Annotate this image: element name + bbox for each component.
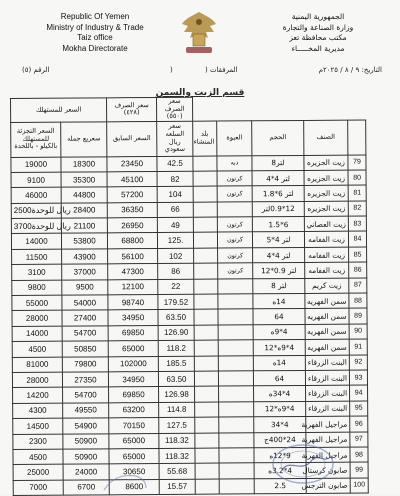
origin-cell	[194, 279, 218, 295]
header-line: مديرية المخـــــاء	[291, 43, 345, 53]
wholesale-price-cell: 54700	[62, 326, 108, 342]
commodity-price-cell: 118.2	[158, 340, 194, 356]
origin-cell	[195, 433, 219, 449]
wholesale-price-cell: 50850	[62, 341, 108, 357]
commodity-price-cell: 114.8	[159, 402, 195, 418]
document-meta	[10, 66, 390, 78]
previous-price-cell: 65000	[109, 433, 159, 449]
retail-price-cell: 9100	[11, 172, 61, 188]
origin-cell	[193, 186, 217, 202]
wholesale-price-cell: 54900	[63, 418, 109, 434]
item-name-cell: مراجيل الفهرية	[306, 447, 350, 463]
commodity-price-cell: 185.5	[158, 356, 194, 372]
header-line: وزارة الصناعة والتجارة	[282, 22, 354, 32]
consumer-price-header: السعر للمستهلك	[11, 98, 107, 122]
size-cell: لتر 4*4	[252, 170, 304, 186]
wholesale-price-cell: 49550	[63, 403, 109, 419]
index-header	[348, 120, 366, 155]
commodity-price-cell: 63.50	[158, 310, 194, 326]
size-cell: 4*34ه	[254, 386, 306, 402]
packaging-cell	[219, 402, 254, 418]
origin-cell	[193, 233, 217, 249]
previous-price-cell: 57200	[107, 187, 157, 203]
origin-cell	[195, 448, 219, 464]
size-cell: لتر 0.9*12	[253, 263, 305, 279]
retail-price-cell: 25000	[13, 464, 63, 480]
row-index-cell: 91	[349, 339, 367, 355]
item-name-cell: زيت الففامه	[305, 262, 349, 278]
size-cell: 2.5	[254, 478, 306, 494]
row-index-cell: 97	[350, 432, 368, 448]
retail-price-cell: 3100	[12, 264, 62, 280]
row-index-cell: 96	[350, 416, 368, 432]
size-cell: 6*1.5	[252, 217, 304, 233]
origin-cell	[195, 402, 219, 418]
retail-price-cell: 9800	[12, 280, 62, 296]
previous-price-cell: 26950	[107, 218, 157, 234]
commodity-price-cell: 66	[157, 202, 193, 218]
header-line: Ministry of Industry & Trade	[46, 22, 144, 32]
item-name-cell: زيت كريم	[305, 278, 349, 294]
commodity-price-cell: 118.32	[159, 433, 195, 449]
wholesale-price-cell: 27400	[62, 310, 108, 326]
packaging-cell: كرتون	[217, 171, 252, 187]
origin-cell	[195, 417, 219, 433]
exchange-rate-header: سعر الصرف (٤٢٨)	[107, 97, 157, 121]
size-cell: 64	[253, 370, 305, 386]
previous-price-cell: 70150	[109, 418, 159, 434]
row-index-cell: 86	[349, 262, 367, 278]
previous-price-cell: 34950	[108, 310, 158, 326]
row-index-cell: 93	[349, 370, 367, 386]
price-table	[10, 96, 369, 496]
commodity-price-cell: 63.50	[158, 371, 194, 387]
retail-price-cell: 2300	[13, 434, 63, 450]
item-name-cell: مراجيل الفهرية	[306, 432, 350, 448]
previous-price-cell: 65000	[109, 448, 159, 464]
commodity-price-cell: 15.57	[159, 479, 195, 495]
origin-cell	[194, 371, 218, 387]
wholesale-price-cell: 27350	[62, 372, 108, 388]
retail-price-cell: 28000	[12, 372, 62, 388]
item-name-cell: زيت الجزيره	[304, 170, 348, 186]
commodity-price-cell: 125.	[157, 233, 193, 249]
size-cell: 14ه	[253, 355, 305, 371]
row-index-cell: 100	[350, 478, 368, 494]
item-name-cell: سمن الفهريه	[305, 309, 349, 325]
row-index-cell: 88	[349, 293, 367, 309]
item-name-cell: زيت الجزيره	[304, 201, 348, 217]
origin-header: بلد المنشاء	[193, 121, 217, 156]
origin-cell	[195, 386, 219, 402]
partial-stamp-icon	[100, 470, 148, 494]
previous-price-cell: 56100	[108, 248, 158, 264]
retail-price-cell: 4500	[13, 449, 63, 465]
size-cell: 64	[253, 309, 305, 325]
packaging-cell: كرتون	[218, 263, 253, 279]
origin-cell	[193, 202, 217, 218]
commodity-price-cell: 104	[157, 187, 193, 203]
wholesale-price-cell: 50900	[63, 449, 109, 465]
header-line: Mokha Directorate	[62, 43, 128, 53]
row-index-cell: 94	[350, 385, 368, 401]
header-arabic	[258, 12, 378, 54]
item-header: الصنف	[304, 120, 348, 155]
row-index-cell: 90	[349, 324, 367, 340]
packaging-cell	[217, 201, 252, 217]
previous-price-cell: 69850	[109, 387, 159, 403]
size-cell: لتر 4*4	[253, 247, 305, 263]
origin-cell	[194, 356, 218, 372]
previous-price-cell: 69850	[108, 325, 158, 341]
retail-price-cell: 4300	[13, 403, 63, 419]
retail-price-cell: 2500ريال للوحدة	[11, 203, 61, 219]
row-index-cell: 95	[350, 401, 368, 417]
commodity-price-cell: 118.32	[159, 448, 195, 464]
size-cell: 4*34	[254, 417, 306, 433]
table-header-top	[11, 96, 366, 122]
retail-price-cell: 11500	[12, 249, 62, 265]
wholesale-price-cell: 6700	[63, 480, 109, 496]
retail-price-cell: 14000	[11, 234, 61, 250]
exchange-rate-saudi-header: سعر الصرف (٥٥٠)	[157, 97, 193, 121]
item-name-cell: سمن الفهريه	[305, 339, 349, 355]
wholesale-price-cell: 53800	[61, 233, 107, 249]
wholesale-price-cell: 54000	[62, 295, 108, 311]
item-name-cell: البنت الزرقاء	[306, 385, 350, 401]
retail-price-header: السعر التجزئة للمستهلك بالكيلو - باللحدة	[11, 122, 61, 157]
size-cell: لتر8	[252, 155, 304, 171]
previous-price-cell: 30650	[109, 464, 159, 480]
retail-price-cell: 14200	[13, 387, 63, 403]
packaging-header: العبوة	[217, 120, 252, 155]
retail-price-cell: 7000	[13, 480, 63, 496]
item-name-cell: صابون الترجس	[306, 478, 350, 494]
item-name-cell: صابون كرستال	[306, 462, 350, 478]
header-line: مكتب محافظة تعز	[289, 33, 347, 42]
document-date: التاريخ: ٩ / ٨ / ٢٠٢٥م	[318, 66, 382, 74]
origin-cell	[194, 294, 218, 310]
size-header: الحجم	[252, 120, 304, 155]
wholesale-price-cell: 28400	[61, 202, 107, 218]
header-line: الجمهورية اليمنية	[291, 12, 345, 21]
size-cell: 14ه	[253, 293, 305, 309]
origin-cell	[194, 248, 218, 264]
item-name-cell: زيت الجزيره	[304, 185, 348, 201]
previous-price-cell: 68800	[107, 233, 157, 249]
blank-header	[193, 96, 366, 121]
packaging-cell	[218, 309, 253, 325]
commodity-price-cell: 126.98	[159, 387, 195, 403]
commodity-price-cell: 86	[158, 263, 194, 279]
size-cell: 12*0.9لتر	[252, 201, 304, 217]
previous-price-header: السعر السابق	[107, 121, 157, 156]
item-name-cell: زيت العصاني	[304, 216, 348, 232]
row-index-cell: 84	[348, 231, 366, 247]
packaging-cell	[219, 386, 254, 402]
yemen-emblem-icon	[178, 8, 220, 56]
commodity-price-cell: 82	[157, 171, 193, 187]
wholesale-price-cell: 50900	[63, 433, 109, 449]
item-name-cell: البنت الزرقاء	[305, 370, 349, 386]
previous-price-cell: 65000	[108, 341, 158, 357]
size-cell: لتر 4*5	[252, 232, 304, 248]
header-line: Taiz office	[77, 33, 113, 42]
commodity-price-cell: 126.90	[158, 325, 194, 341]
size-cell: لتر 6*1.8	[252, 186, 304, 202]
wholesale-price-cell: 37000	[62, 264, 108, 280]
row-index-cell: 99	[350, 462, 368, 478]
packaging-cell	[218, 355, 253, 371]
commodity-price-cell: 42.5	[157, 156, 193, 172]
wholesale-price-cell: 54700	[63, 387, 109, 403]
retail-price-cell: 3700ريال للوحدة	[11, 218, 61, 234]
row-index-cell: 79	[348, 155, 366, 171]
item-name-cell: مراجيل الفهرية	[306, 416, 350, 432]
header-line: Republic Of Yemen	[60, 12, 130, 21]
row-index-cell: 87	[349, 278, 367, 294]
origin-cell	[195, 479, 219, 495]
previous-price-cell: 12100	[108, 279, 158, 295]
size-cell: 4*9ه*12	[253, 340, 305, 356]
wholesale-price-cell: 35300	[61, 172, 107, 188]
previous-price-cell: 8600	[109, 479, 159, 495]
reference-number: الرقم (٥)	[22, 66, 50, 74]
retail-price-cell: 14000	[12, 326, 62, 342]
packaging-cell	[219, 479, 254, 495]
wholesale-price-header: سعريع جمله	[61, 121, 107, 156]
packaging-cell: كرتون	[217, 232, 252, 248]
row-index-cell: 81	[348, 185, 366, 201]
packaging-cell: كرتون	[217, 186, 252, 202]
origin-cell	[193, 156, 217, 172]
packaging-cell: كرتون	[218, 248, 253, 264]
item-name-cell: زيت الففامه	[304, 232, 348, 248]
wholesale-price-cell: 9500	[62, 279, 108, 295]
packaging-cell	[218, 371, 253, 387]
item-name-cell: سمن الفهريه	[305, 293, 349, 309]
packaging-cell	[218, 278, 253, 294]
row-index-cell: 80	[348, 170, 366, 186]
retail-price-cell: 19000	[11, 157, 61, 173]
size-cell: لتر 8	[253, 278, 305, 294]
size-cell: 4*3.2ه	[254, 463, 306, 479]
row-index-cell: 82	[348, 201, 366, 217]
previous-price-cell: 23450	[107, 156, 157, 172]
wholesale-price-cell: 24000	[63, 464, 109, 480]
commodity-price-cell: 127.5	[159, 417, 195, 433]
office-stamp-icon	[268, 440, 338, 486]
item-name-cell: البنت الزرقاء	[306, 401, 350, 417]
item-name-cell: زيت الجزيره	[304, 155, 348, 171]
origin-cell	[194, 340, 218, 356]
previous-price-cell: 102000	[108, 356, 158, 372]
retail-price-cell: 46000	[11, 187, 61, 203]
commodity-price-header: سعر السلعه ريال سعودي	[157, 121, 193, 156]
commodity-price-cell: 22	[158, 279, 194, 295]
attachments-close: )	[170, 66, 173, 74]
origin-cell	[195, 463, 219, 479]
row-index-cell: 92	[349, 355, 367, 371]
retail-price-cell: 28000	[12, 311, 62, 327]
wholesale-price-cell: 21100	[61, 218, 107, 234]
packaging-cell: دبه	[217, 155, 252, 171]
packaging-cell	[219, 432, 254, 448]
origin-cell	[194, 309, 218, 325]
retail-price-cell: 14500	[13, 418, 63, 434]
packaging-cell	[219, 463, 254, 479]
row-index-cell: 83	[348, 216, 366, 232]
section-title-text: قسم الزيت والسمن	[155, 88, 245, 98]
previous-price-cell: 47300	[108, 264, 158, 280]
attachments-label: المرفقات (	[205, 66, 238, 74]
commodity-price-cell: 55.68	[159, 464, 195, 480]
previous-price-cell: 98740	[108, 294, 158, 310]
origin-cell	[194, 263, 218, 279]
retail-price-cell: 4500	[12, 341, 62, 357]
origin-cell	[193, 217, 217, 233]
previous-price-cell: 63200	[109, 402, 159, 418]
size-cell: 9*12ه	[254, 447, 306, 463]
size-cell: 24*400ج	[254, 432, 306, 448]
item-name-cell: سمن الفهريه	[305, 324, 349, 340]
commodity-price-cell: 179.52	[158, 294, 194, 310]
previous-price-cell: 36350	[107, 202, 157, 218]
row-index-cell: 85	[349, 247, 367, 263]
row-index-cell: 89	[349, 308, 367, 324]
wholesale-price-cell: 43900	[62, 249, 108, 265]
wholesale-price-cell: 44800	[61, 187, 107, 203]
commodity-price-cell: 102	[158, 248, 194, 264]
previous-price-cell: 45100	[107, 171, 157, 187]
size-cell: 4*9ه*12	[254, 401, 306, 417]
wholesale-price-cell: 18300	[61, 156, 107, 172]
packaging-cell	[218, 340, 253, 356]
packaging-cell	[219, 448, 254, 464]
wholesale-price-cell: 79800	[62, 356, 108, 372]
origin-cell	[194, 325, 218, 341]
table-header	[11, 120, 366, 157]
retail-price-cell: 81000	[12, 357, 62, 373]
header-english	[40, 12, 150, 54]
packaging-cell	[218, 325, 253, 341]
item-name-cell: زيت الففامه	[305, 247, 349, 263]
origin-cell	[193, 171, 217, 187]
packaging-cell: كرتون	[217, 217, 252, 233]
previous-price-cell: 34950	[108, 371, 158, 387]
commodity-price-cell: 49	[157, 217, 193, 233]
packaging-cell	[219, 417, 254, 433]
retail-price-cell: 55000	[12, 295, 62, 311]
row-index-cell: 98	[350, 447, 368, 463]
packaging-cell	[218, 294, 253, 310]
size-cell: 4*9ه	[253, 324, 305, 340]
item-name-cell: البنت الزرقاء	[305, 355, 349, 371]
